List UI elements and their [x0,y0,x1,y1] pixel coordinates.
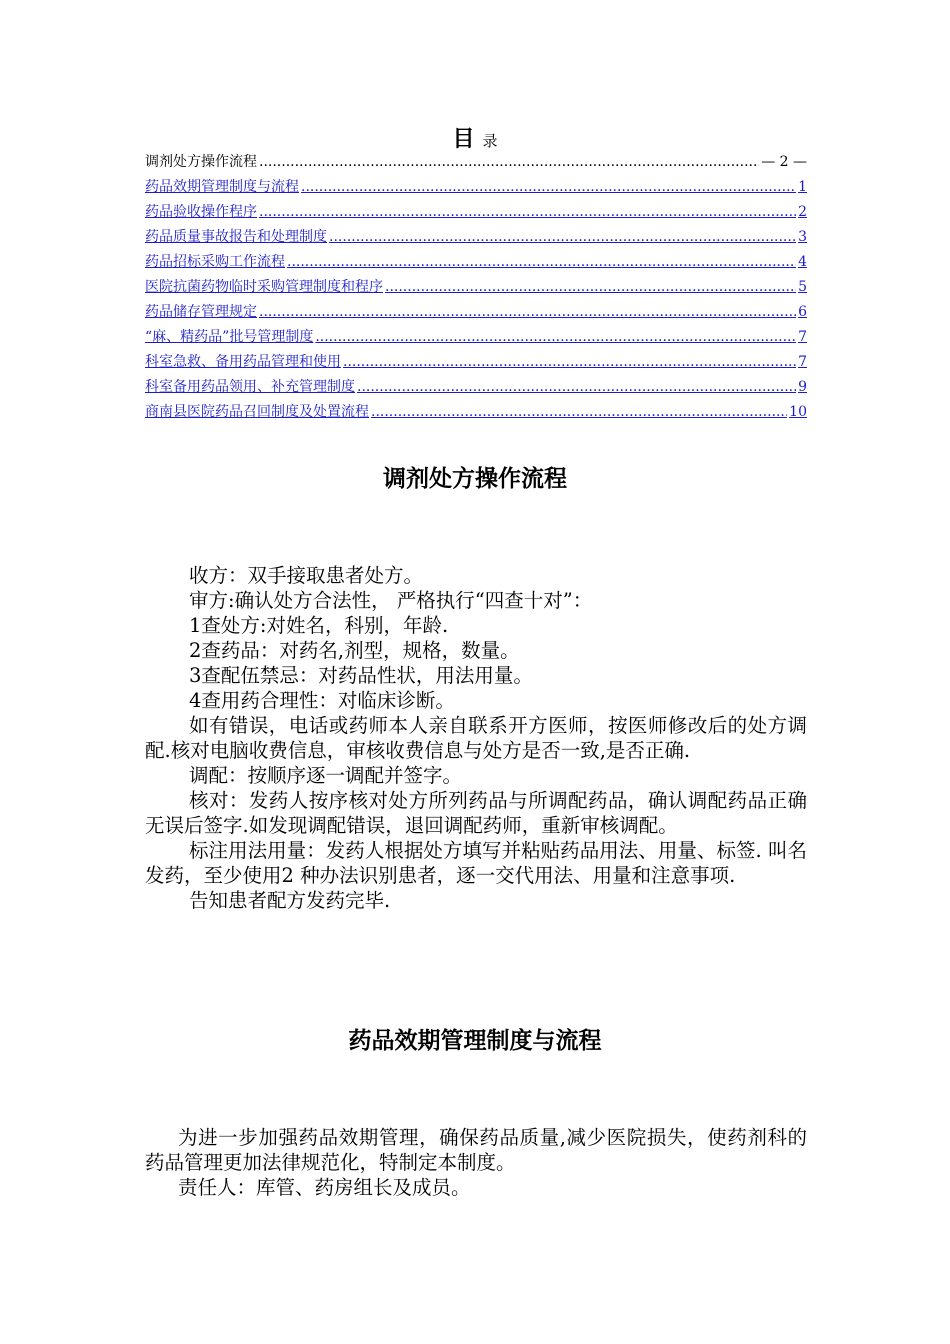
toc-leader [385,275,796,300]
toc-entry-page: 7 [798,354,807,370]
toc-entry-page: 2 [798,204,807,220]
toc-entry-link[interactable] [145,350,807,375]
toc-title-main: 目 [452,126,475,152]
toc-entry-title: 科室急救、备用药品管理和使用 [145,354,341,370]
paragraph: 核对：发药人按序核对处方所列药品与所调配药品，确认调配药品正确无误后签字.如发现调配错误，退回调配药师，重新审核调配。 [145,789,807,837]
toc-entry-page: 4 [798,254,807,270]
section-heading: 药品效期管理制度与流程 [348,1027,602,1054]
toc-entry-page: 6 [798,304,807,320]
toc-title [0,122,950,153]
toc-entry-link[interactable] [145,250,807,275]
toc-entry-title: 药品质量事故报告和处理制度 [145,229,327,245]
toc-entry-link[interactable] [145,400,807,425]
paragraph: 标注用法用量：发药人根据处方填写并粘贴药品用法、用量、标签. 叫名发药，至少使用2 种办法识别患者，逐一交代用法、用量和注意事项. [145,839,807,887]
toc-entry-title: 医院抗菌药物临时采购管理制度和程序 [145,279,383,295]
toc-entry-link[interactable] [145,200,807,225]
toc-entry-title: 调剂处方操作流程 [145,154,257,170]
toc-entry-page: 9 [798,379,807,395]
paragraph: 如有错误，电话或药师本人亲自联系开方医师，按医师修改后的处方调配.核对电脑收费信息，审核收费信息与处方是否一致,是否正确. [145,714,807,762]
paragraph: 收方：双手接取患者处方。 [189,564,424,587]
toc-entry-title: 药品招标采购工作流程 [145,254,285,270]
toc-leader [329,225,796,250]
paragraph: 4查用药合理性：对临床诊断。 [189,689,455,712]
toc-entry-link[interactable] [145,300,807,325]
toc-entry-link[interactable] [145,325,807,350]
paragraph: 3查配伍禁忌：对药品性状，用法用量。 [189,664,533,687]
toc-entry[interactable] [145,150,807,175]
paragraph: 为进一步加强药品效期管理，确保药品质量,减少医院损失，使药剂科的药品管理更加法律规范化，特制定本制度。 [145,1126,807,1174]
toc-entry-title: 科室备用药品领用、补充管理制度 [145,379,355,395]
toc-leader [357,375,796,400]
toc-entry-link[interactable] [145,225,807,250]
toc-entry-page: 7 [798,329,807,345]
paragraph: 2查药品：对药名,剂型，规格，数量。 [189,639,520,662]
toc-entry-page: 5 [798,279,807,295]
toc-entry-title: 药品验收操作程序 [145,204,257,220]
toc-entry-title: 商南县医院药品召回制度及处置流程 [145,404,369,420]
section-body [145,1125,807,1200]
toc-leader [259,200,796,225]
toc-entry-page: 1 [798,179,807,195]
paragraph: 1查处方:对姓名，科别，年龄. [189,614,449,637]
toc-entry-title: 药品效期管理制度与流程 [145,179,299,195]
section-heading: 调剂处方操作流程 [383,465,567,492]
toc-leader [343,350,796,375]
paragraph: 告知患者配方发药完毕. [189,889,391,912]
toc-entry-link[interactable] [145,275,807,300]
paragraph: 审方:确认处方合法性， 严格执行“四查十对”： [189,589,593,612]
toc-leader [301,175,796,200]
toc-entry-title: “麻、精药品”批号管理制度 [145,329,314,345]
toc-leader [371,400,787,425]
section-body [145,563,807,913]
toc-leader [315,325,796,350]
toc-leader [287,250,796,275]
toc-entry-page: 10 [789,404,807,420]
toc-leader [259,300,796,325]
toc-entry-link[interactable] [145,175,807,200]
toc-entry-title: 药品储存管理规定 [145,304,257,320]
toc-entry-page: — 2 — [761,154,807,170]
paragraph: 调配：按顺序逐一调配并签字。 [189,764,463,787]
paragraph: 责任人：库管、药房组长及成员。 [178,1176,471,1199]
toc-title-sub: 录 [482,132,498,150]
toc-leader [259,150,759,175]
toc-entry-link[interactable] [145,375,807,400]
table-of-contents [145,150,807,425]
toc-entry-page: 3 [798,229,807,245]
